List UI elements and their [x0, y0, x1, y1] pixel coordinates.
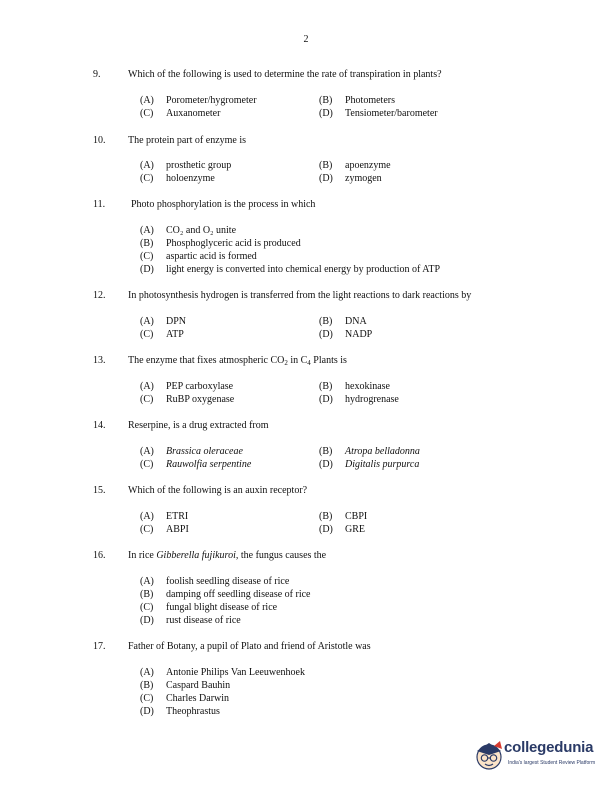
question-number: 11.: [93, 199, 106, 210]
question-text: Reserpine, is a drug extracted from: [128, 420, 269, 431]
option-b: (B) hexokinase: [319, 381, 390, 392]
question-text: The protein part of enzyme is: [128, 135, 247, 146]
page-number: 2: [303, 34, 309, 45]
option-b: (B) Photometers: [319, 95, 395, 106]
option-a: (A) DPN: [140, 316, 187, 327]
question-number: 16.: [93, 550, 106, 561]
question-text: In photosynthesis hydrogen is transferred from the light reactions to dark reactions by: [128, 290, 472, 301]
question-number: 10.: [93, 135, 106, 146]
question-number: 12.: [93, 290, 106, 301]
option-a: (A) Porometer/hygrometer: [140, 95, 257, 106]
option-b: (B) Caspard Bauhin: [140, 680, 231, 691]
option-a: (A) PEP carboxylase: [140, 381, 234, 392]
question-text: In rice Gibberella fujikuroi, the fungus causes the: [128, 550, 327, 561]
option-a: (A) Brassica oleraceae: [140, 446, 243, 457]
option-d: (D) light energy is converted into chemical energy by production of ATP: [140, 264, 441, 275]
option-c: (C) Charles Darwin: [140, 693, 230, 704]
collegedunia-logo: [470, 735, 606, 777]
question-text: Which of the following is an auxin receptor?: [128, 485, 308, 496]
logo-tagline: India's largest Student Review Platform: [508, 760, 596, 766]
option-c: (C) RuBP oxygenase: [140, 394, 235, 405]
question-number: 13.: [93, 355, 106, 366]
question-number: 9.: [93, 69, 101, 80]
question-number: 17.: [93, 641, 106, 652]
option-c: (C) fungal blight disease of rice: [140, 602, 278, 613]
option-c: (C) Auxanometer: [140, 108, 221, 119]
option-c: (C) ABPI: [140, 524, 189, 535]
option-d: (D) Digitalis purpurca: [319, 459, 420, 470]
option-d: (D) Tensiometer/barometer: [319, 108, 438, 119]
option-d: (D) hydrogrenase: [319, 394, 399, 405]
question-text: Which of the following is used to determine the rate of transpiration in plants?: [128, 69, 442, 80]
question-text: The enzyme that fixes atmospheric $CO_2$ in $C_4$ Plants is: [128, 355, 347, 367]
option-a: (A) prosthetic group: [140, 160, 232, 171]
option-b: (B) CBPI: [319, 511, 368, 522]
option-a: (A) foolish seedling disease of rice: [140, 576, 290, 587]
question-text: Father of Botany, a pupil of Plato and friend of Aristotle was: [128, 641, 371, 652]
option-d: (D) rust disease of rice: [140, 615, 241, 626]
option-a: (A) Antonie Philips Van Leeuwenhoek: [140, 667, 305, 678]
option-a: (A) ETRI: [140, 511, 189, 522]
option-c: (C) ATP: [140, 329, 184, 340]
option-b: (B) apoenzyme: [319, 160, 391, 171]
option-b: (B) damping off seedling disease of rice: [140, 589, 311, 600]
option-b: (B) Atropa belladonna: [319, 446, 420, 457]
option-a: (A) CO₂ and O₂ unite: [140, 225, 237, 236]
option-c: (C) aspartic acid is formed: [140, 251, 257, 262]
option-c: (C) holoenzyme: [140, 173, 215, 184]
option-b: (B) Phosphoglyceric acid is produced: [140, 238, 301, 249]
option-d: (D) NADP: [319, 329, 373, 340]
option-d: (D) zymogen: [319, 173, 382, 184]
option-b: (B) DNA: [319, 316, 367, 327]
logo-brand: collegedunia: [504, 739, 594, 756]
option-d: (D) Theophrastus: [140, 706, 220, 717]
option-c: (C) Rauwolfia serpentine: [140, 459, 252, 470]
question-number: 15.: [93, 485, 106, 496]
option-d: (D) GRE: [319, 524, 365, 535]
student-mascot-icon: [474, 737, 504, 775]
question-text: Photo phosphorylation is the process in which: [131, 199, 316, 210]
question-number: 14.: [93, 420, 106, 431]
